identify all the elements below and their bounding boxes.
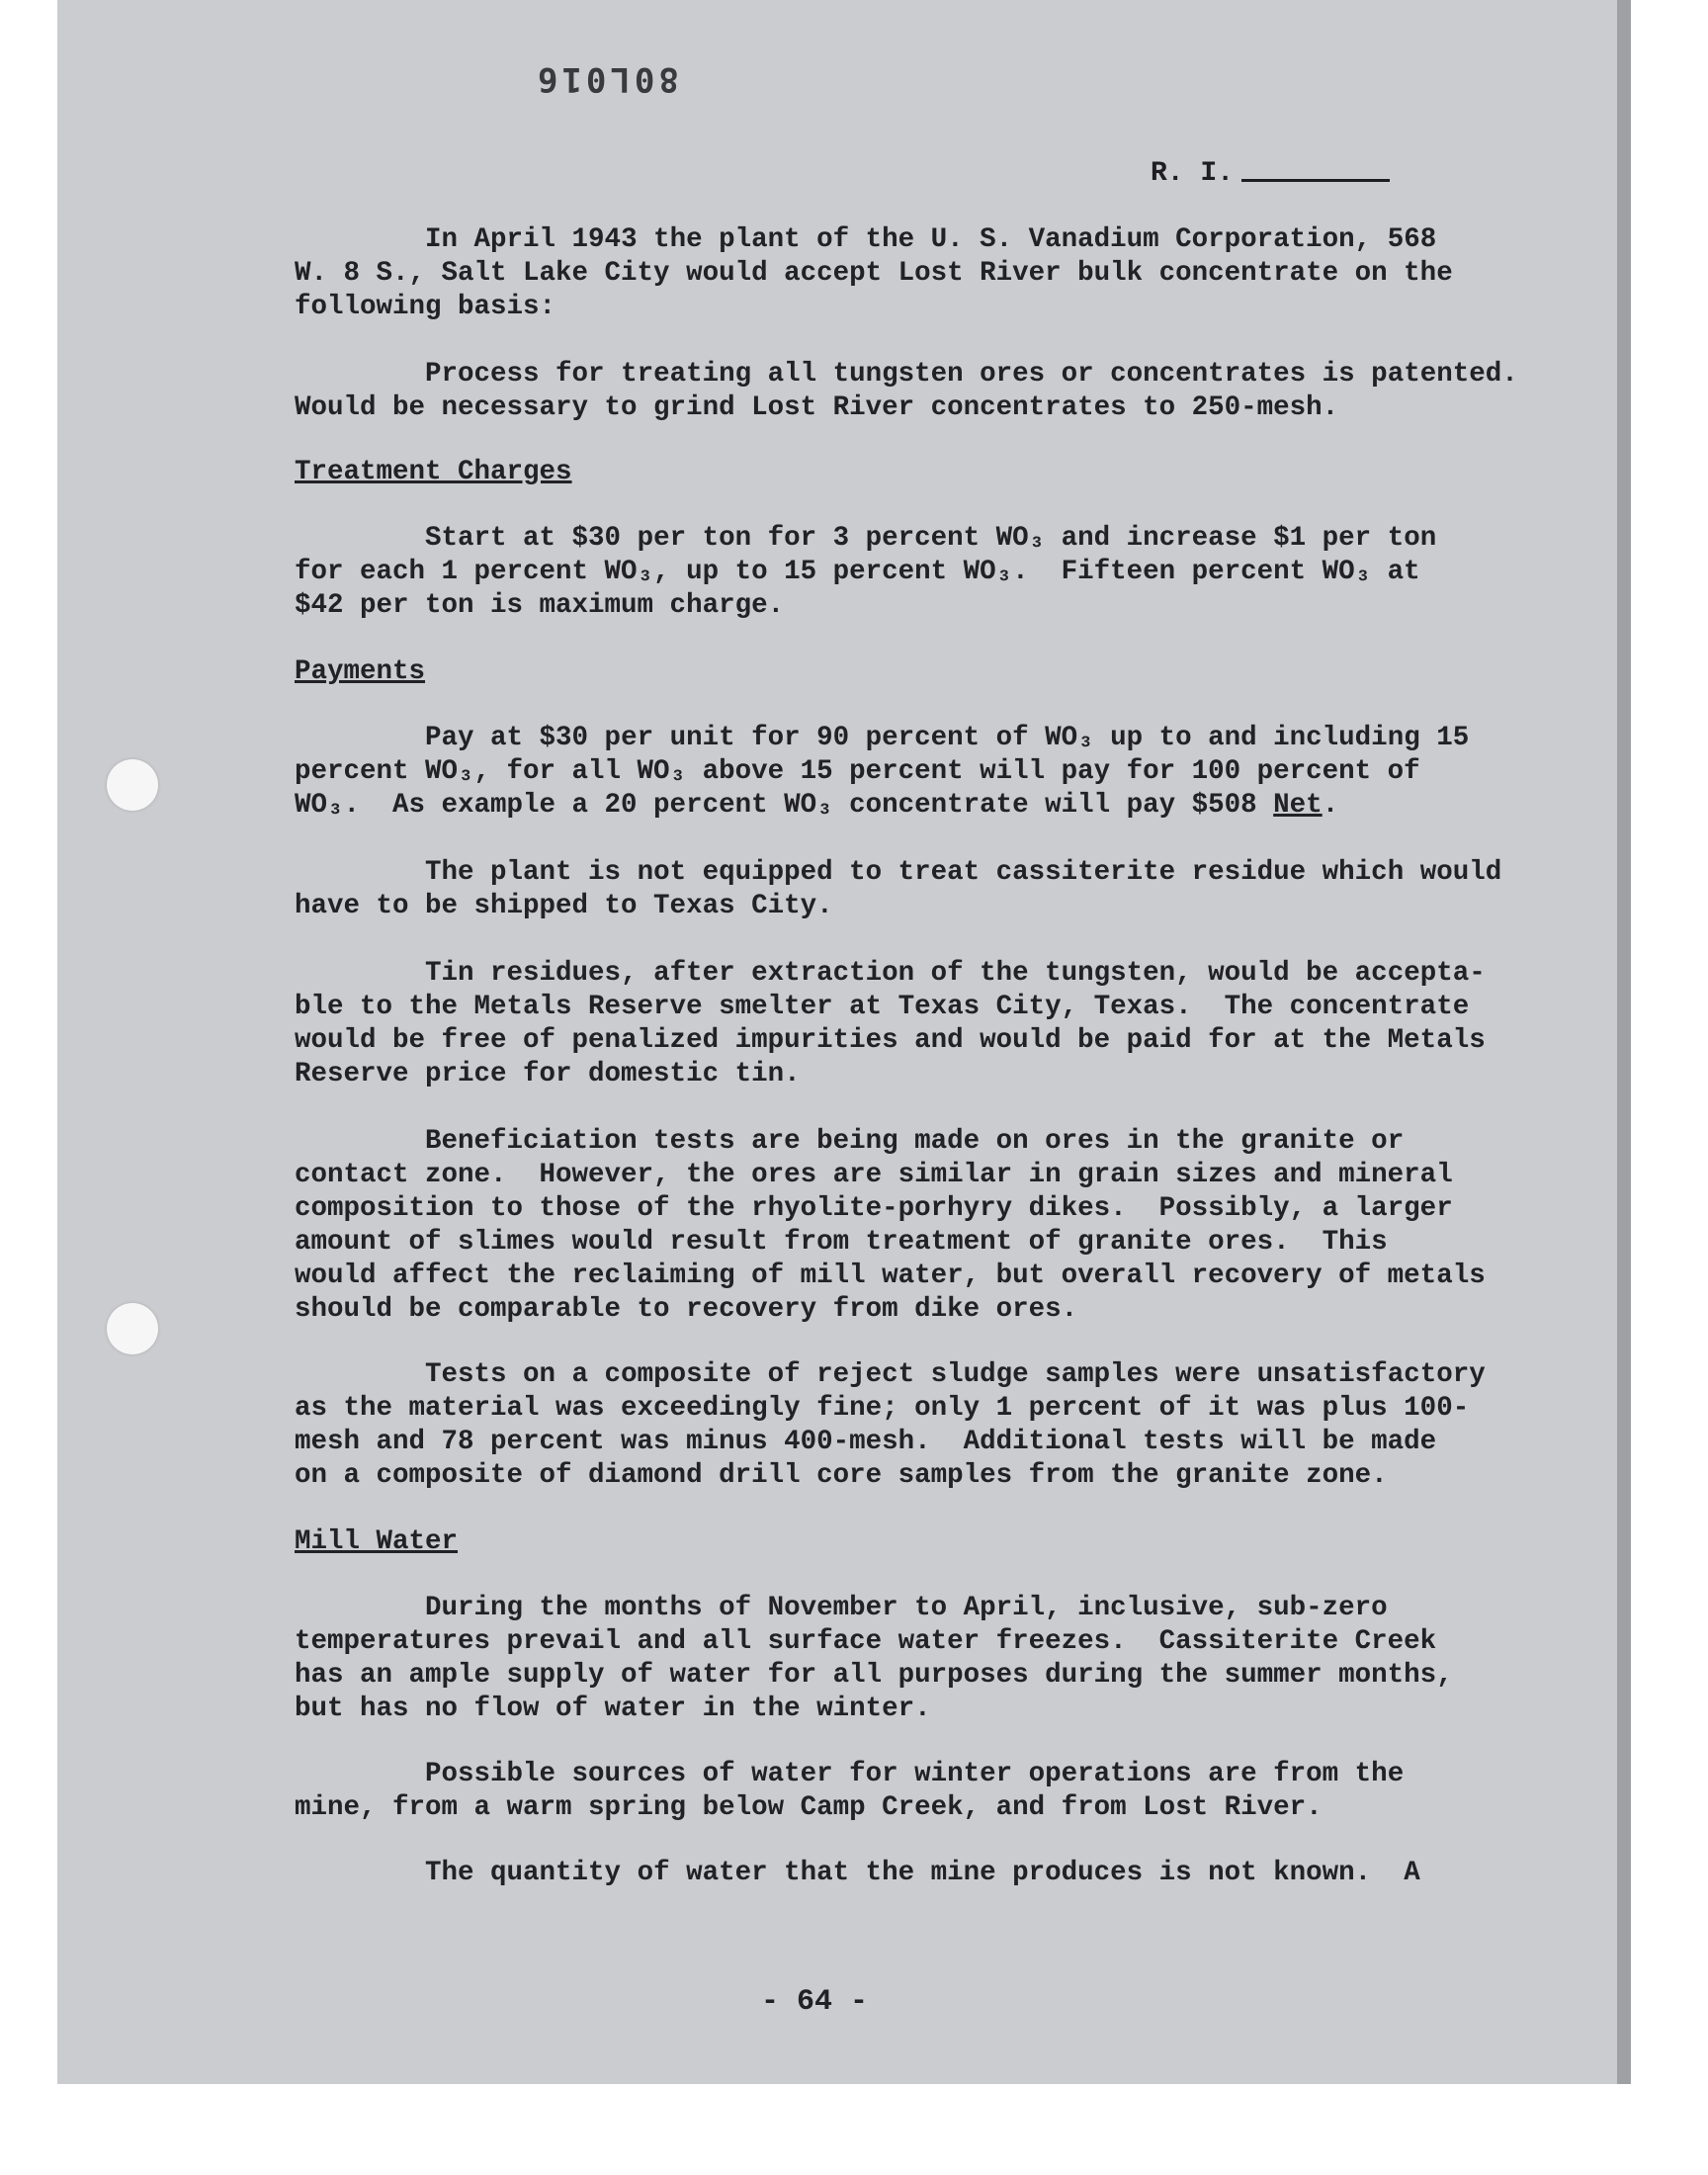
page-edge	[1617, 0, 1631, 2084]
paragraph-treatment: Start at $30 per ton for 3 percent WO₃ and increase $1 per ton for each 1 percent WO₃, up to 15 percent WO₃. Fifteen percent WO₃ at $42 per ton is maximum charge.	[295, 523, 1437, 621]
heading-treatment-charges: Treatment Charges	[295, 457, 572, 487]
ri-label	[1151, 158, 1390, 189]
paragraph-tin: Tin residues, after extraction of the tungsten, would be accepta- ble to the Metals Reserve smelter at Texas City, Texas. The concentrate would be free of penalized impurities and would be paid for at the Metals Reserve price for domestic tin.	[295, 958, 1486, 1089]
stamp-number: 80L016	[534, 59, 679, 99]
paragraph-water-3: The quantity of water that the mine produces is not known. A	[295, 1858, 1420, 1888]
heading-payments: Payments	[295, 656, 426, 687]
paragraph-payments	[295, 722, 1520, 823]
ri-label-text: R. I.	[1151, 158, 1235, 189]
paragraph-process: Process for treating all tungsten ores or concentrates is patented. Would be necessary to grind Lost River concentrates to 250-mesh.	[295, 359, 1518, 423]
punch-hole-lower	[107, 1303, 158, 1354]
ri-blank-line	[1241, 179, 1390, 182]
payments-period: .	[1322, 790, 1339, 821]
paragraph-tests: Tests on a composite of reject sludge samples were unsatisfactory as the material was exceedingly fine; only 1 percent of it was plus 100- mesh and 78 percent was minus 400-mesh. Additional tests will be made on a composite of diamond drill core samples from the granite zone.	[295, 1359, 1486, 1491]
paragraph-beneficiation: Beneficiation tests are being made on ores in the granite or contact zone. However, the ores are similar in grain sizes and mineral composition to those of the rhyolite-porhyry dikes. Possibly, a larger amount of slimes would result from treatment of granite ores. This would affect the reclaiming of mill water, but overall recovery of metals should be comparable to recovery from dike ores.	[295, 1126, 1486, 1325]
paragraph-intro: In April 1943 the plant of the U. S. Vanadium Corporation, 568 W. 8 S., Salt Lake City would accept Lost River bulk concentrate on the following basis:	[295, 224, 1453, 322]
page-number: - 64 -	[761, 1985, 869, 2019]
paragraph-water-1: During the months of November to April, inclusive, sub-zero temperatures prevail and all surface water freezes. Cassiterite Creek has an ample supply of water for all purposes during the summer months, but has no flow of water in the winter.	[295, 1593, 1453, 1724]
payments-text: Pay at $30 per unit for 90 percent of WO₃ up to and including 15 percent WO₃, for all WO₃ above 15 percent will pay for 100 percent of WO₃. As example a 20 percent WO₃ concentrate will pay $508	[295, 723, 1470, 821]
heading-mill-water: Mill Water	[295, 1526, 459, 1557]
paragraph-cassiterite: The plant is not equipped to treat cassiterite residue which would have to be shipped to Texas City.	[295, 857, 1502, 921]
punch-hole-upper	[107, 759, 158, 811]
payments-net: Net	[1273, 790, 1323, 821]
paragraph-water-2: Possible sources of water for winter operations are from the mine, from a warm spring below Camp Creek, and from Lost River.	[295, 1759, 1405, 1823]
